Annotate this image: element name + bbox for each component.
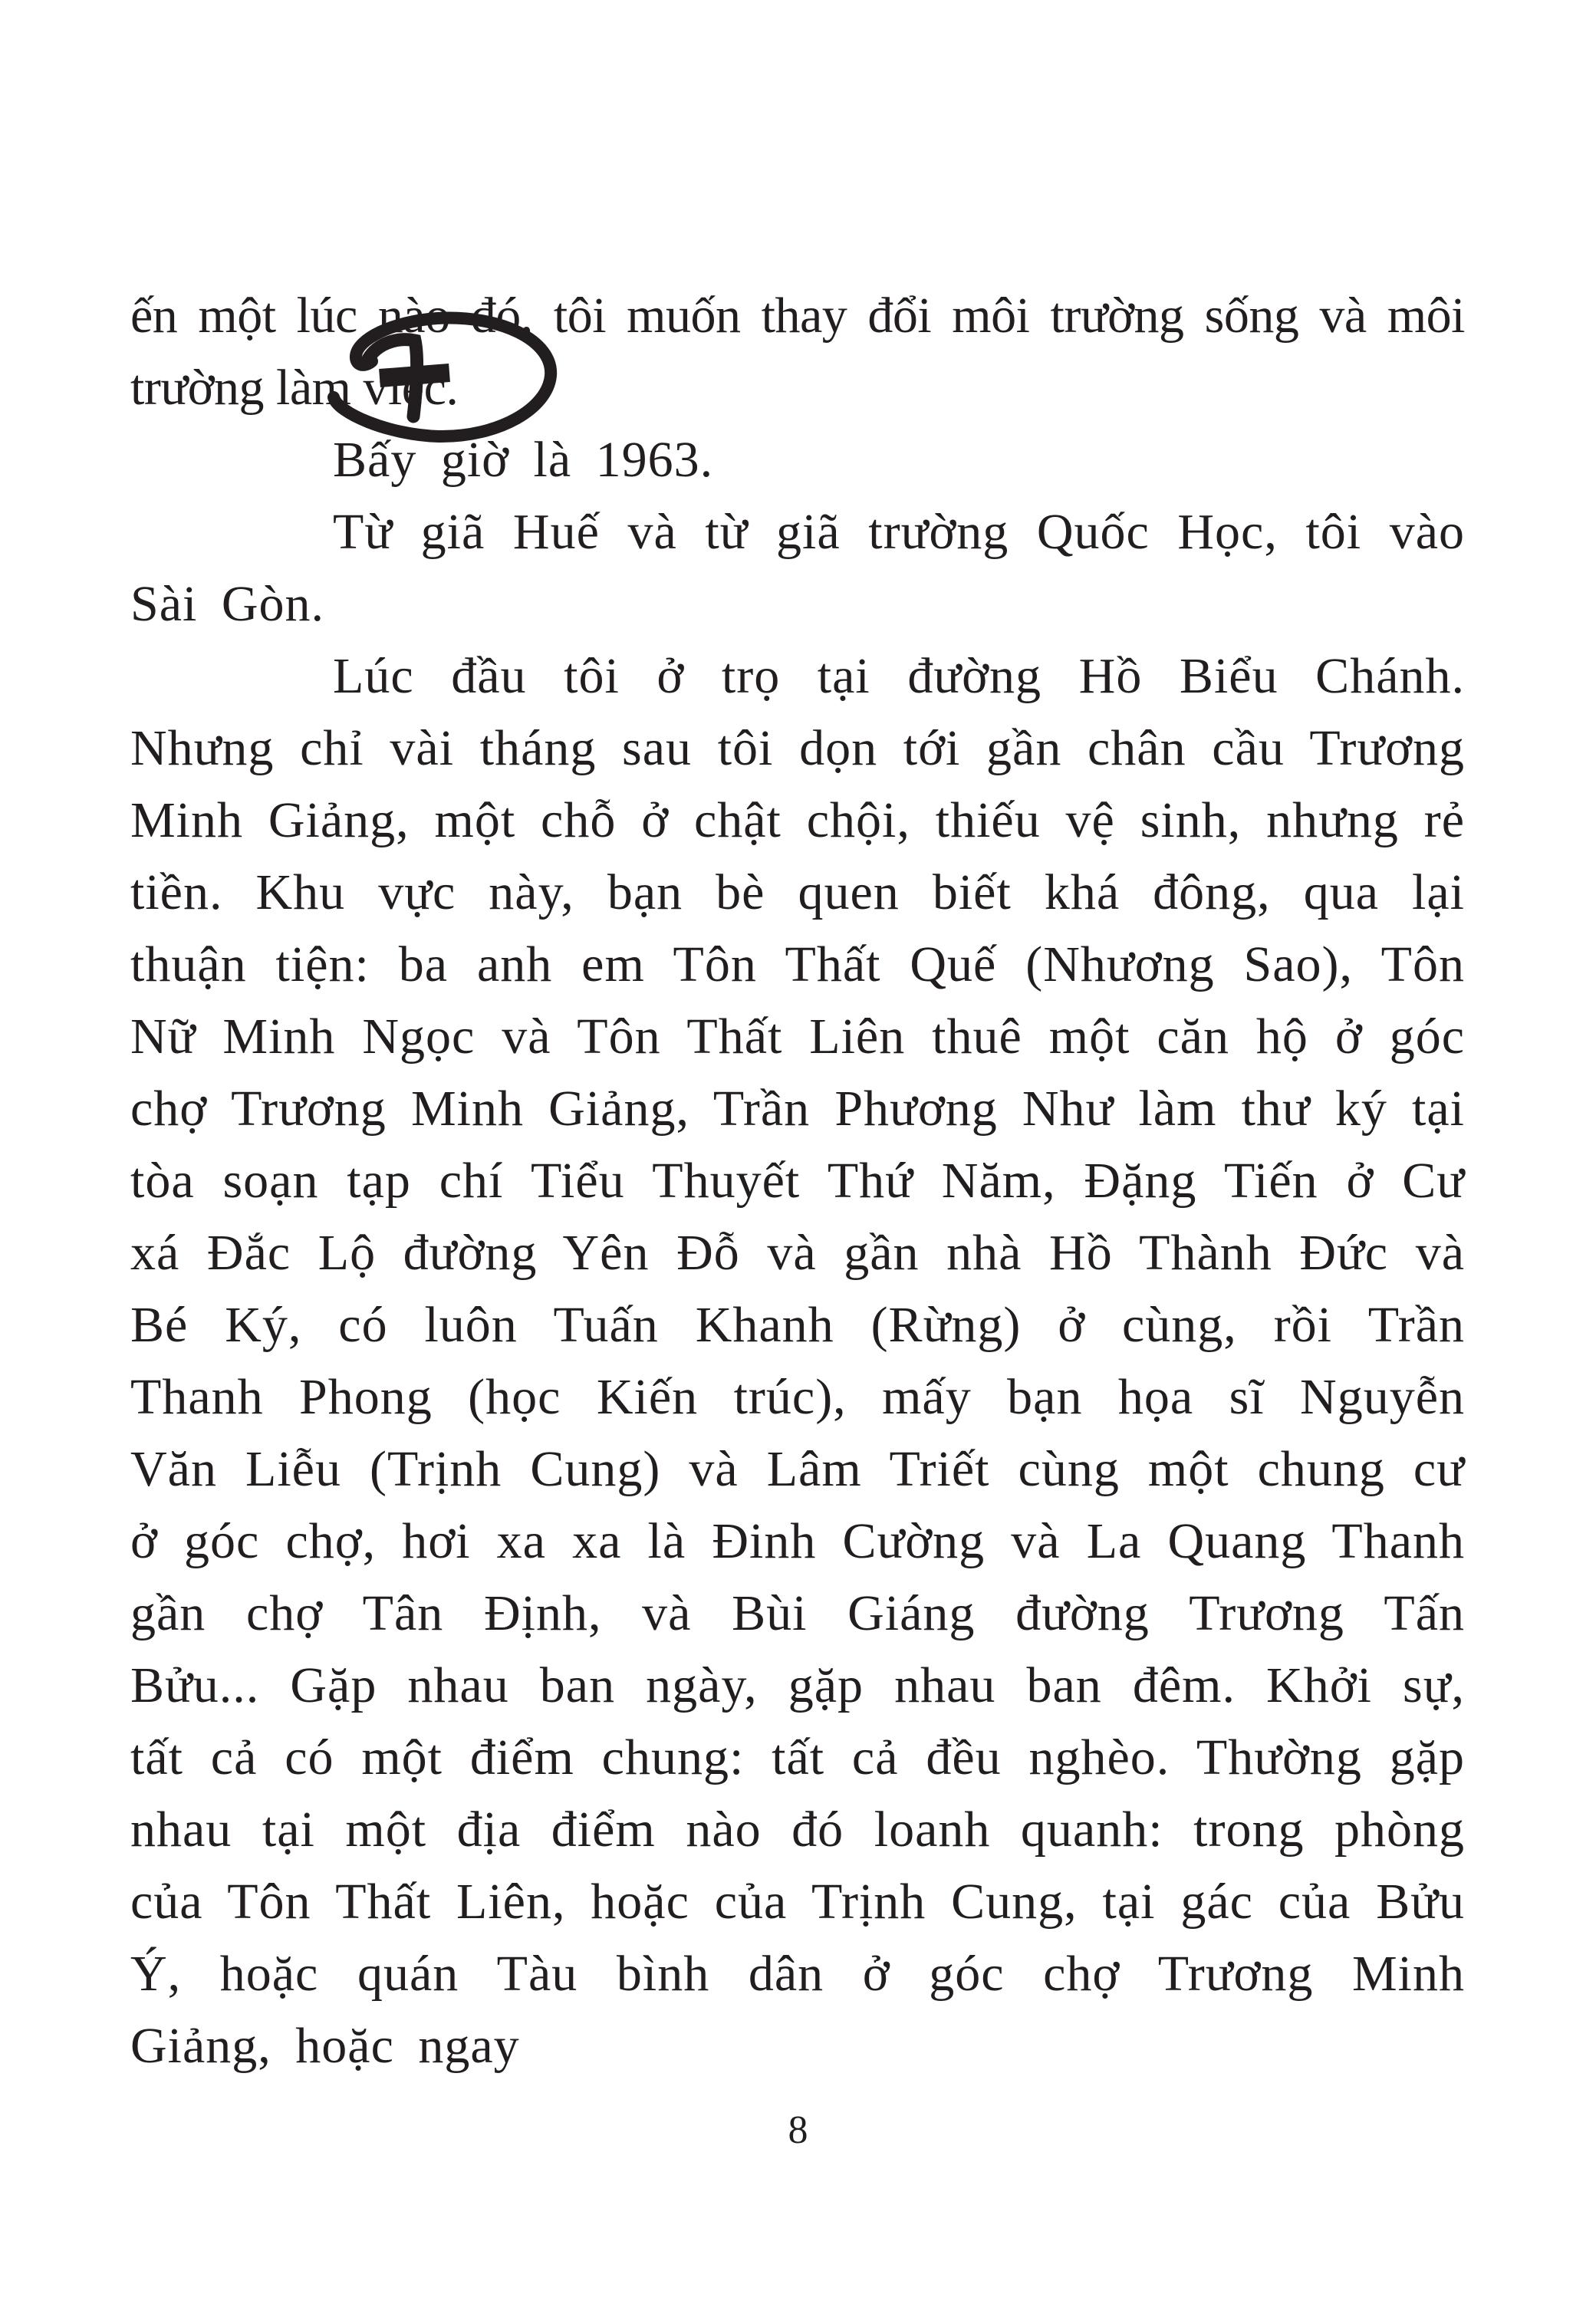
paragraph-year: Bấy giờ là 1963. bbox=[333, 432, 714, 488]
page-number: 8 bbox=[788, 2108, 808, 2152]
paragraph-farewell: Từ giã Huế và từ giã trường Quốc Học, tôi vào Sài Gòn. bbox=[130, 504, 1465, 632]
paragraph-opening: ến một lúc nào đó, tôi muốn thay đổi môi trường sống và môi trường làm việc. bbox=[130, 288, 1465, 416]
text-block bbox=[130, 280, 1465, 2082]
paragraph-main: Lúc đầu tôi ở trọ tại đường Hồ Biểu Chánh. Nhưng chỉ vài tháng sau tôi dọn tới gần chân cầu Trương Minh Giảng, một chỗ ở chật chội, thiếu vệ sinh, nhưng rẻ tiền. Khu vực này, bạn bè quen biết khá đông, qua lại thuận tiện: ba anh em Tôn Thất Quế (Nhương Sao), Tôn Nữ Minh Ngọc và Tôn Thất Liên thuê một căn hộ ở góc chợ Trương Minh Giảng, Trần Phương Như làm thư ký tại tòa soạn tạp chí Tiểu Thuyết Thứ Năm, Đặng Tiến ở Cư xá Đắc Lộ đường Yên Đỗ và gần nhà Hồ Thành Đức và Bé Ký, có luôn Tuấn Khanh (Rừng) ở cùng, rồi Trần Thanh Phong (học Kiến trúc), mấy bạn họa sĩ Nguyễn Văn Liễu (Trịnh Cung) và Lâm Triết cùng một chung cư ở góc chợ, hơi xa xa là Đinh Cường và La Quang Thanh gần chợ Tân Định, và Bùi Giáng đường Trương Tấn Bửu... Gặp nhau ban ngày, gặp nhau ban đêm. Khởi sự, tất cả có một điểm chung: tất cả đều nghèo. Thường gặp nhau tại một địa điểm nào đó loanh quanh: trong phòng của Tôn Thất Liên, hoặc của Trịnh Cung, tại gác của Bửu Ý, hoặc quán Tàu bình dân ở góc chợ Trương Minh Giảng, hoặc ngay bbox=[130, 648, 1465, 2074]
